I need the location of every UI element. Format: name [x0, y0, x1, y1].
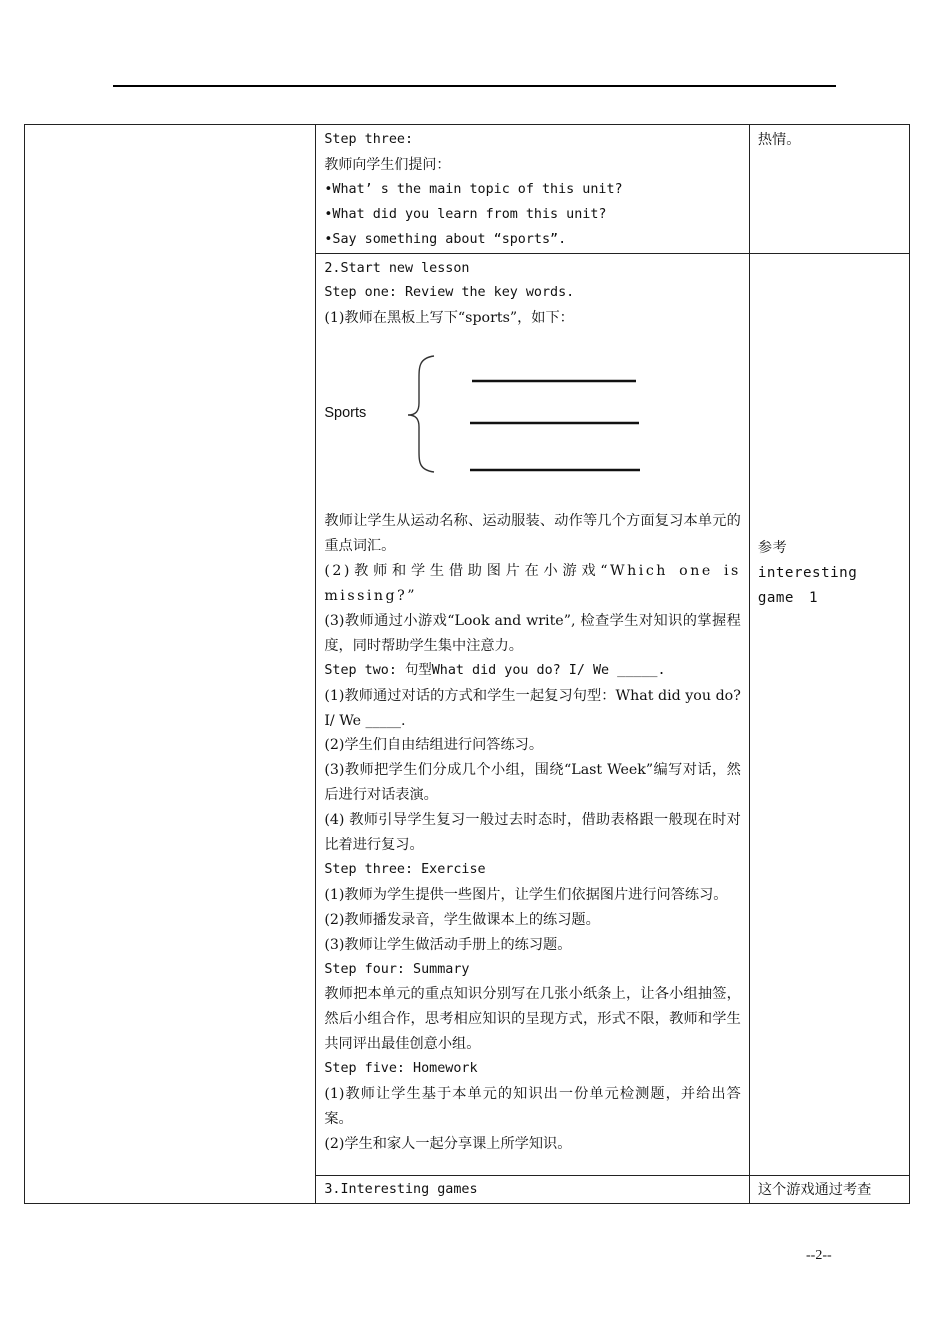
section-heading: 2.Start new lesson — [324, 260, 470, 276]
step-heading: Step four: Summary — [324, 961, 470, 977]
paragraph: 教师把本单元的重点知识分别写在几张小纸条上，让各小组抽签，然后小组合作，思考相应知识的呈现方式，形式不限，教师和学生共同评出最佳创意小组。 — [324, 986, 741, 1053]
paragraph: (3)教师通过小游戏“Look and write”, 检查学生对知识的掌握程度，同时帮助学生集中注意力。 — [324, 612, 741, 654]
sports-diagram — [316, 331, 748, 509]
step-heading: Step two: 句型What did you do? I/ We _____. — [324, 662, 666, 678]
paragraph: (4) 教师引导学生复习一般过去时态时，借助表格跟一般现在时对比着进行复习。 — [324, 812, 741, 854]
paragraph: (2)教师和学生借助图片在小游戏“Which one is missing?” — [324, 563, 741, 604]
lesson-plan-table — [24, 124, 910, 1204]
paragraph: 教师让学生从运动名称、运动服装、动作等几个方面复习本单元的重点词汇。 — [324, 513, 741, 555]
paragraph: (3)教师让学生做活动手册上的练习题。 — [324, 936, 572, 953]
paragraph: (2)学生们自由结组进行问答练习。 — [324, 737, 544, 754]
note-cell — [749, 125, 909, 254]
paragraph: (1)教师通过对话的方式和学生一起复习句型：What did you do? I/ We _____. — [324, 687, 741, 729]
note-cell — [749, 1175, 909, 1203]
procedure-cell — [316, 253, 749, 1175]
paragraph: (1)教师在黑板上写下“sports”，如下： — [324, 310, 574, 327]
question-item: •What did you learn from this unit? — [324, 206, 607, 222]
left-brace — [408, 356, 434, 472]
question-item: •Say something about “sports”. — [324, 231, 567, 247]
step-heading: Step three: — [324, 132, 414, 147]
paragraph: 教师向学生们提问： — [324, 156, 451, 173]
note-text: 这个游戏通过考查 — [757, 1181, 872, 1198]
note-cell — [749, 253, 909, 1175]
page-number: --2-- — [806, 1248, 832, 1263]
note-text: 热情。 — [757, 132, 801, 148]
step-heading: Step one: Review the key words. — [324, 285, 575, 301]
section-heading: 3.Interesting games — [324, 1181, 478, 1197]
header-rule — [113, 85, 836, 87]
paragraph: (3)教师把学生们分成几个小组，围绕“Last Week”编写对话，然后进行对话表演。 — [324, 762, 741, 804]
blank-left-column — [25, 125, 316, 1204]
paragraph: (1)教师让学生基于本单元的知识出一份单元检测题，并给出答案。 — [324, 1086, 741, 1127]
diagram-graphic — [316, 331, 749, 509]
paragraph: (1)教师为学生提供一些图片，让学生们依据图片进行问答练习。 — [324, 886, 728, 903]
paragraph: (2)学生和家人一起分享课上所学知识。 — [324, 1135, 572, 1152]
paragraph: (2)教师播发录音，学生做课本上的练习题。 — [324, 911, 600, 928]
table-row — [25, 125, 910, 254]
step-heading: Step five: Homework — [324, 1061, 478, 1077]
step-heading: Step three: Exercise — [324, 861, 486, 877]
procedure-cell — [316, 1175, 749, 1203]
note-text: 参考 interesting game 1 — [757, 539, 858, 606]
question-item: •What’ s the main topic of this unit? — [324, 181, 623, 197]
diagram-label: Sports — [324, 405, 367, 422]
procedure-cell — [316, 125, 749, 254]
